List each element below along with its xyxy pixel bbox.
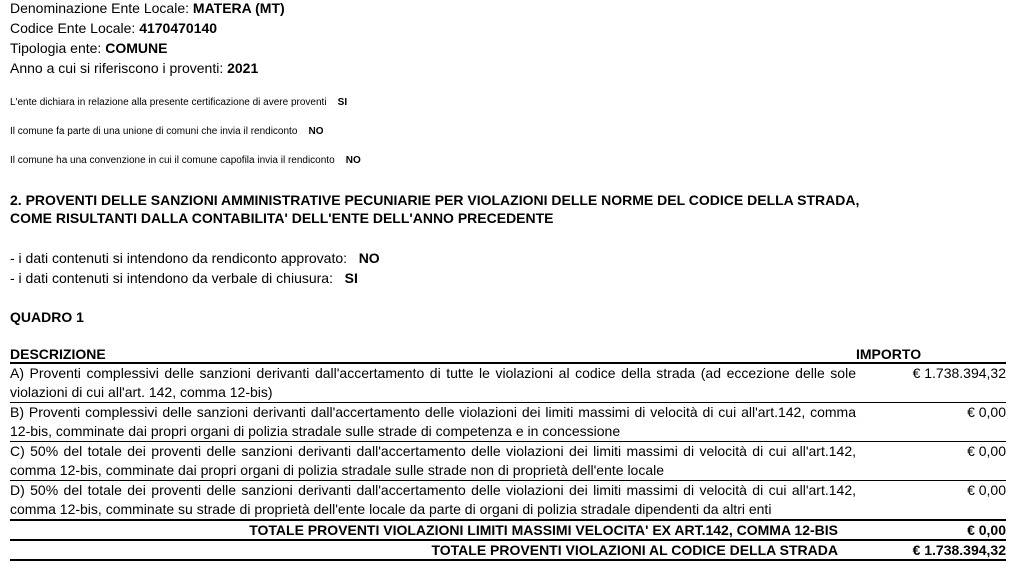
codice-line <box>10 20 217 36</box>
total-label: TOTALE PROVENTI VIOLAZIONI AL CODICE DELLA STRADA <box>431 542 838 558</box>
declaration-convenzione <box>10 155 361 167</box>
proventi-table <box>10 346 1006 561</box>
data-source-value: SI <box>344 270 358 286</box>
row-description: C) 50% del totale dei proventi delle sanzioni derivanti dall'accertamento delle violazioni dei limiti massimi di velocità di cui all'art.142, comma 12-bis, comminate dai propri organi di polizia stradale sulle strade non di proprietà dell'ente locale <box>10 443 856 478</box>
anno-value: 2021 <box>227 60 259 76</box>
row-description: A) Proventi complessivi delle sanzioni derivanti dall'accertamento di tutte le violazioni al codice della strada (ad eccezione delle sole violazioni di cui all'art. 142, comma 12-bis) <box>10 365 856 400</box>
section-title-line-1: 2. PROVENTI DELLE SANZIONI AMMINISTRATIVE PECUNIARIE PER VIOLAZIONI DELLE NORME DEL CODICE DELLA STRADA, <box>10 192 860 208</box>
anno-label: Anno a cui si riferiscono i proventi: <box>10 60 224 76</box>
row-description: D) 50% del totale dei proventi delle sanzioni derivanti dall'accertamento delle violazioni dei limiti massimi di velocità di cui all'art.142, comma 12-bis, comminate su strade di proprietà dell'ente locale da parte di organi di polizia stradale dipendenti da altri enti <box>10 482 856 517</box>
declaration-proventi <box>10 97 347 109</box>
codice-value: 4170470140 <box>139 20 218 36</box>
denominazione-label: Denominazione Ente Locale: <box>10 0 190 16</box>
quadro-title: QUADRO 1 <box>10 309 84 325</box>
declaration-value: NO <box>345 155 361 166</box>
table-row <box>10 442 1006 481</box>
tipologia-label: Tipologia ente: <box>10 40 102 56</box>
tipologia-line <box>10 40 167 56</box>
declaration-text: Il comune fa parte di una unione di comuni che invia il rendiconto <box>10 126 298 137</box>
data-source-rendiconto <box>10 250 380 266</box>
section-title <box>10 191 1010 227</box>
declaration-unione <box>10 126 324 138</box>
table-row <box>10 403 1006 442</box>
data-source-verbale <box>10 270 358 286</box>
table-row <box>10 364 1006 403</box>
table-header <box>10 346 1006 364</box>
declaration-value: SI <box>337 97 348 108</box>
section-title-line-2: COME RISULTANTI DALLA CONTABILITA' DELL'ENTE DELL'ANNO PRECEDENTE <box>10 210 554 226</box>
data-source-value: NO <box>358 250 380 266</box>
codice-label: Codice Ente Locale: <box>10 20 136 36</box>
table-row <box>10 481 1006 521</box>
tipologia-value: COMUNE <box>105 40 168 56</box>
row-amount: € 0,00 <box>967 443 1006 459</box>
declaration-value: NO <box>308 126 324 137</box>
data-source-text: - i dati contenuti si intendono da rendiconto approvato: <box>10 250 348 266</box>
total-label: TOTALE PROVENTI VIOLAZIONI LIMITI MASSIMI VELOCITA' EX ART.142, COMMA 12-BIS <box>249 522 838 538</box>
total-amount: € 0,00 <box>967 522 1006 538</box>
anno-line <box>10 60 258 76</box>
row-amount: € 1.738.394,32 <box>912 365 1006 381</box>
column-header-importo: IMPORTO <box>856 346 922 362</box>
row-amount: € 0,00 <box>967 482 1006 498</box>
denominazione-line <box>10 0 285 16</box>
total-row-codice-strada <box>10 541 1006 561</box>
data-source-text: - i dati contenuti si intendono da verbale di chiusura: <box>10 270 333 286</box>
declaration-text: L'ente dichiara in relazione alla presente certificazione di avere proventi <box>10 97 327 108</box>
total-row-velocita <box>10 521 1006 541</box>
denominazione-value: MATERA (MT) <box>192 0 285 16</box>
column-header-descrizione: DESCRIZIONE <box>10 346 106 362</box>
row-amount: € 0,00 <box>967 404 1006 420</box>
total-amount: € 1.738.394,32 <box>912 542 1006 558</box>
row-description: B) Proventi complessivi delle sanzioni derivanti dall'accertamento delle violazioni dei limiti massimi di velocità di cui all'art.142, comma 12-bis, comminate dai propri organi di polizia stradale sulle strade di competenza e in concessione <box>10 404 856 439</box>
declaration-text: Il comune ha una convenzione in cui il comune capofila invia il rendiconto <box>10 155 335 166</box>
